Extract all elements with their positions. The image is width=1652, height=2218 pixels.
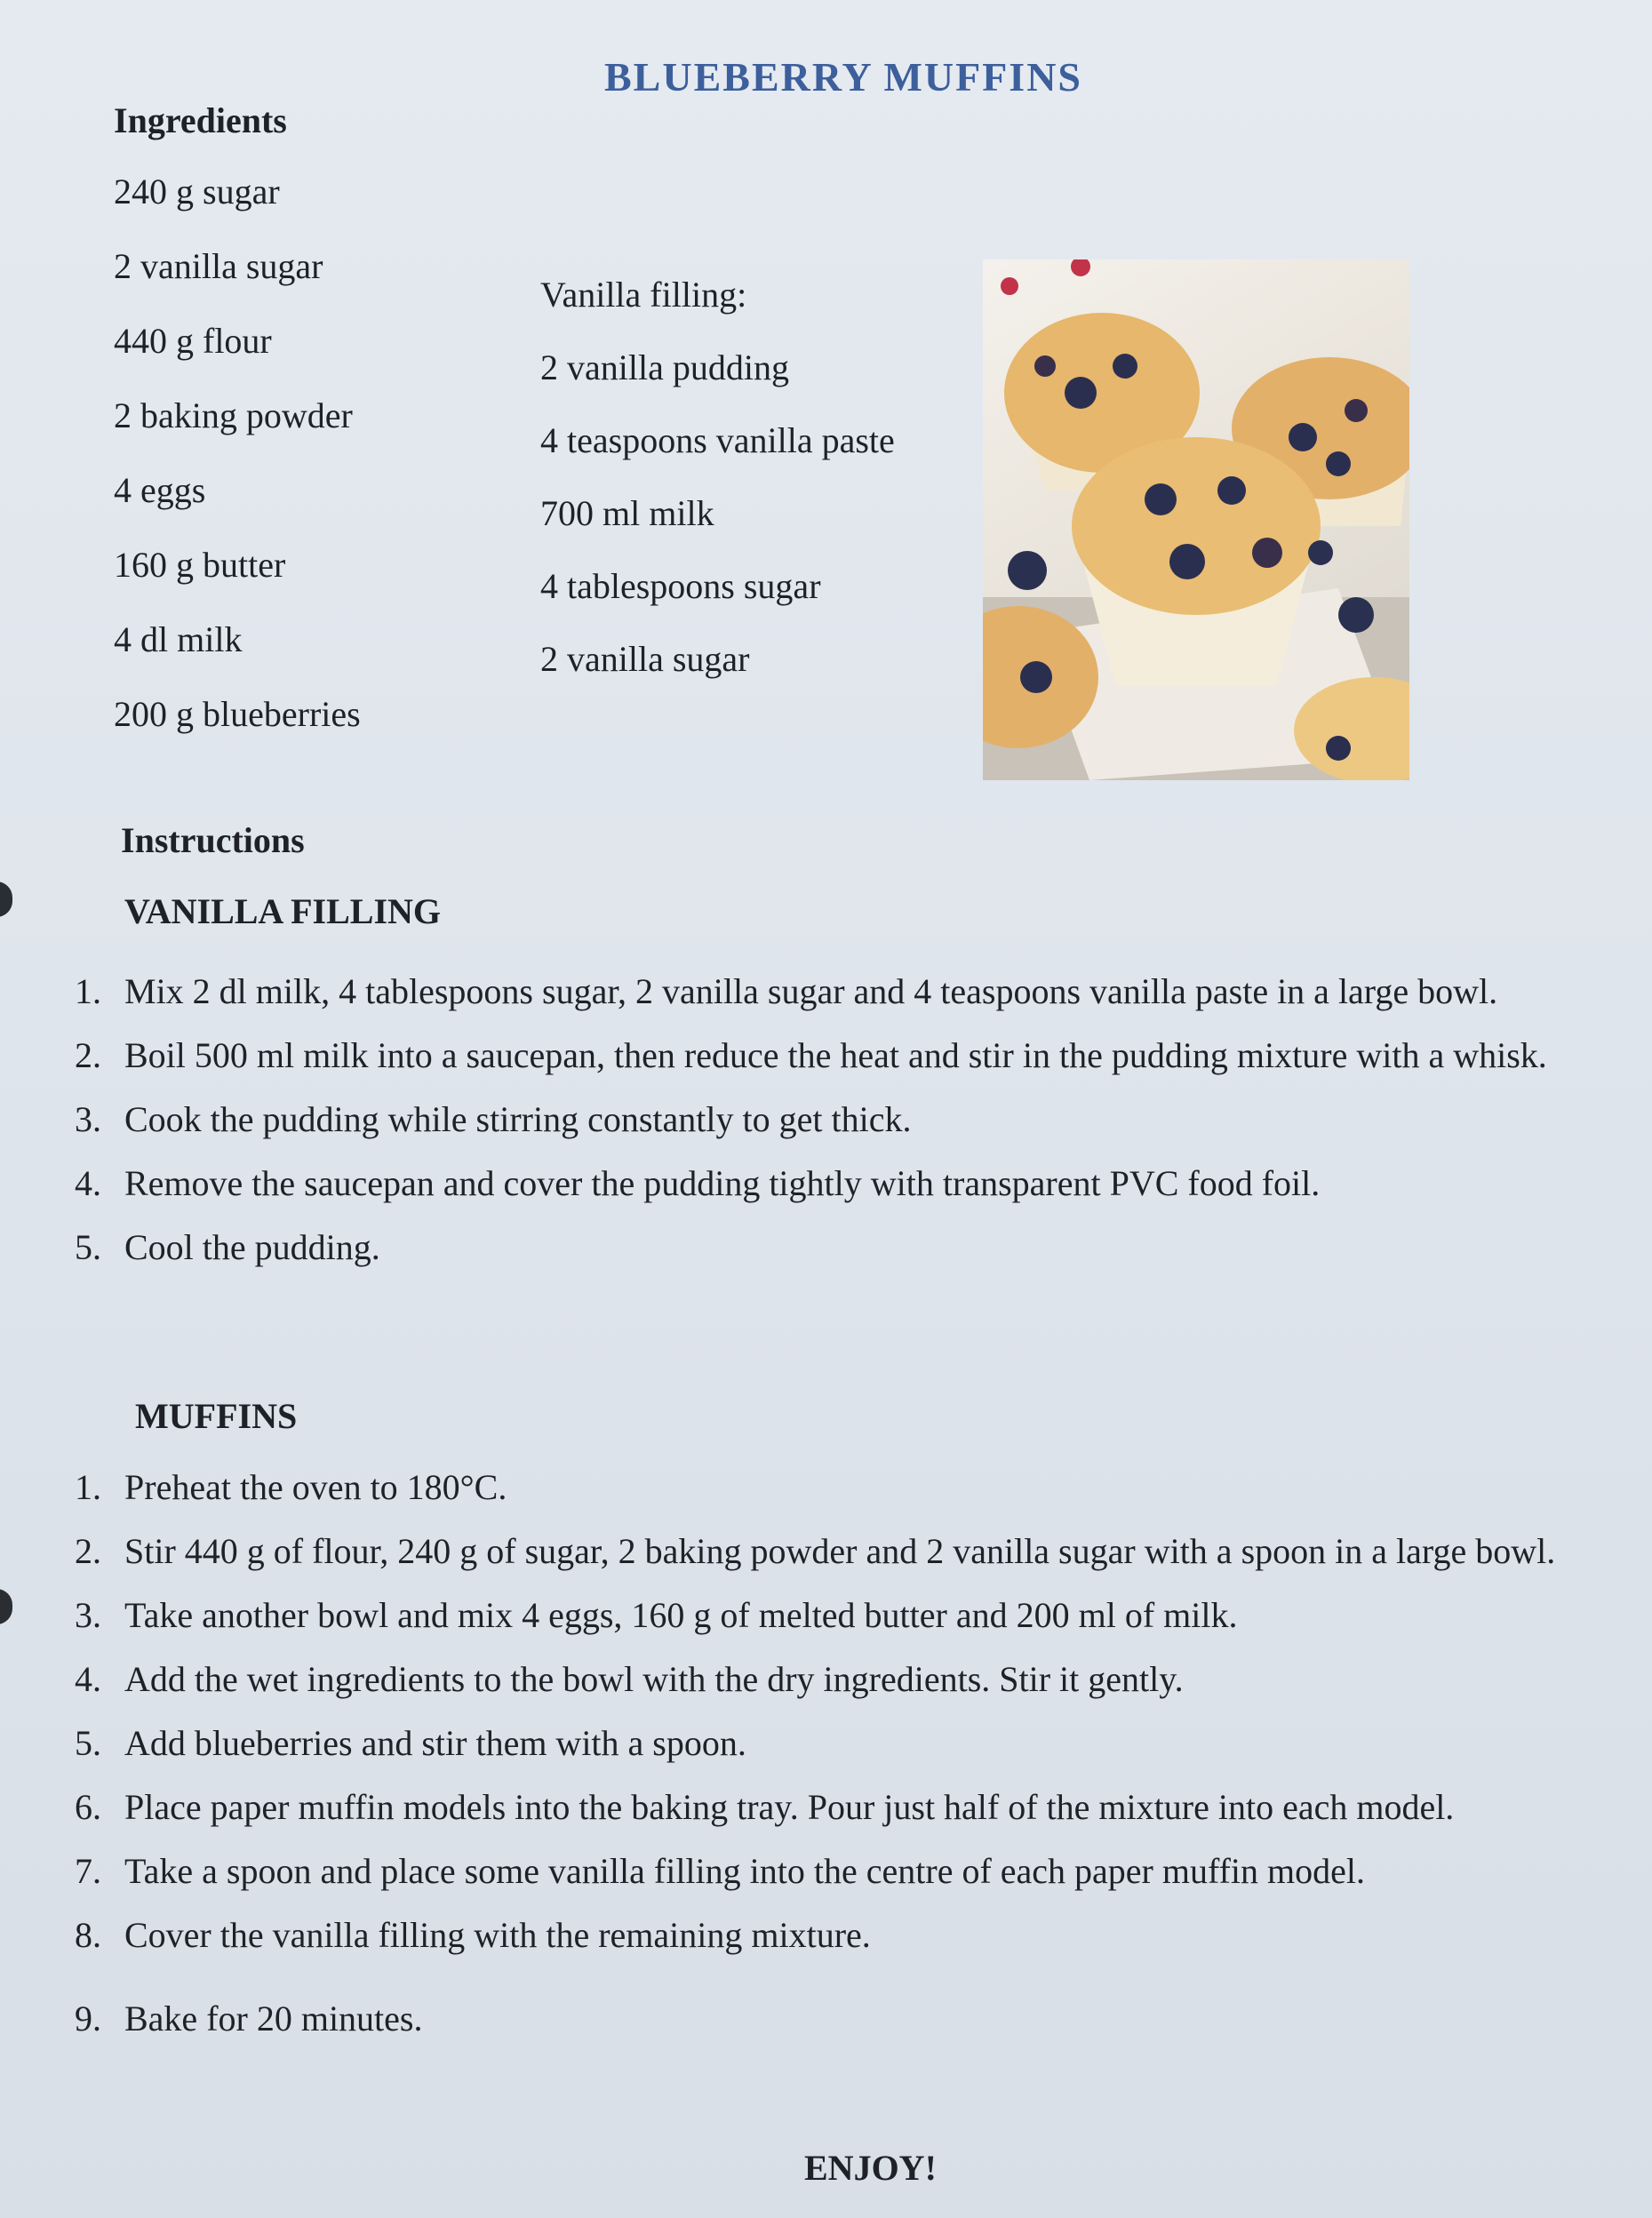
muffin-photo: [983, 259, 1409, 780]
vanilla-filling-item: 700 ml milk: [540, 493, 714, 533]
vanilla-filling-steps: [75, 961, 1568, 1281]
step-number: 3.: [75, 1099, 101, 1139]
step-item: [75, 1905, 1568, 1966]
step-text: Cool the pudding.: [124, 1227, 380, 1267]
step-text: Add blueberries and stir them with a spoon.: [124, 1723, 746, 1763]
step-item: [75, 1777, 1568, 1838]
step-number: 5.: [75, 1227, 101, 1267]
ingredient-item: 200 g blueberries: [114, 694, 361, 734]
ingredient-item: 4 eggs: [114, 470, 206, 510]
vanilla-filling-item: 2 vanilla sugar: [540, 639, 750, 679]
step-number: 4.: [75, 1163, 101, 1203]
step-number: 4.: [75, 1659, 101, 1699]
step-text: Bake for 20 minutes.: [124, 1999, 423, 2038]
step-text: Preheat the oven to 180°C.: [124, 1467, 507, 1507]
ingredient-item: 2 vanilla sugar: [114, 246, 323, 286]
binder-hole-bottom: [0, 1589, 12, 1624]
step-item: [75, 1649, 1568, 1710]
step-number: 5.: [75, 1723, 101, 1763]
ingredient-item: 440 g flour: [114, 321, 272, 361]
step-number: 9.: [75, 1999, 101, 2038]
step-item: [75, 1989, 1568, 2049]
muffin-photo-illustration: [983, 259, 1409, 780]
step-number: 7.: [75, 1851, 101, 1891]
step-text: Cook the pudding while stirring constantly to get thick.: [124, 1099, 912, 1139]
step-number: 2.: [75, 1035, 101, 1075]
step-number: 8.: [75, 1915, 101, 1955]
ingredient-item: 4 dl milk: [114, 619, 243, 659]
ingredient-item: 240 g sugar: [114, 172, 280, 211]
step-item: [75, 1713, 1568, 1774]
step-item: [75, 1153, 1568, 1214]
step-text: Place paper muffin models into the baking tray. Pour just half of the mixture into each model.: [124, 1787, 1455, 1827]
ingredients-heading: Ingredients: [114, 100, 287, 140]
ingredients-list: [114, 174, 361, 771]
recipe-title: BLUEBERRY MUFFINS: [604, 54, 1083, 100]
step-text: Cover the vanilla filling with the remaining mixture.: [124, 1915, 871, 1955]
step-text: Mix 2 dl milk, 4 tablespoons sugar, 2 vanilla sugar and 4 teaspoons vanilla paste in a large bowl.: [124, 971, 1498, 1011]
step-number: 1.: [75, 1467, 101, 1507]
step-item: [75, 1025, 1568, 1086]
vanilla-filling-ingredients: [540, 277, 895, 714]
step-text: Take another bowl and mix 4 eggs, 160 g of melted butter and 200 ml of milk.: [124, 1595, 1238, 1635]
step-item: [75, 1089, 1568, 1150]
step-text: Stir 440 g of flour, 240 g of sugar, 2 baking powder and 2 vanilla sugar with a spoon in a large bowl.: [124, 1531, 1556, 1571]
step-item: [75, 1841, 1568, 1902]
vanilla-filling-list: [540, 347, 895, 714]
step-item: [75, 1217, 1568, 1278]
ingredient-item: 160 g butter: [114, 545, 286, 585]
binder-hole-top: [0, 882, 12, 917]
step-number: 1.: [75, 971, 101, 1011]
muffins-section-heading: MUFFINS: [135, 1396, 298, 1436]
step-item: [75, 1457, 1568, 1518]
step-text: Remove the saucepan and cover the pudding tightly with transparent PVC food foil.: [124, 1163, 1321, 1203]
vanilla-filling-item: 4 teaspoons vanilla paste: [540, 420, 895, 460]
muffins-steps: [75, 1457, 1568, 2053]
step-number: 2.: [75, 1531, 101, 1571]
instructions-heading: Instructions: [121, 820, 305, 860]
step-item: [75, 1521, 1568, 1582]
step-item: [75, 961, 1568, 1022]
step-item: [75, 1585, 1568, 1646]
vanilla-filling-item: 4 tablespoons sugar: [540, 566, 821, 606]
vanilla-filling-section-heading: VANILLA FILLING: [124, 891, 442, 931]
step-text: Add the wet ingredients to the bowl with the dry ingredients. Stir it gently.: [124, 1659, 1184, 1699]
step-number: 3.: [75, 1595, 101, 1635]
step-text: Boil 500 ml milk into a saucepan, then reduce the heat and stir in the pudding mixture with a whisk.: [124, 1035, 1547, 1075]
vanilla-filling-item: 2 vanilla pudding: [540, 347, 789, 387]
vanilla-filling-heading: Vanilla filling:: [540, 275, 747, 315]
step-number: 6.: [75, 1787, 101, 1827]
step-text: Take a spoon and place some vanilla filling into the centre of each paper muffin model.: [124, 1851, 1365, 1891]
closing-text: ENJOY!: [804, 2148, 937, 2188]
ingredient-item: 2 baking powder: [114, 395, 353, 435]
